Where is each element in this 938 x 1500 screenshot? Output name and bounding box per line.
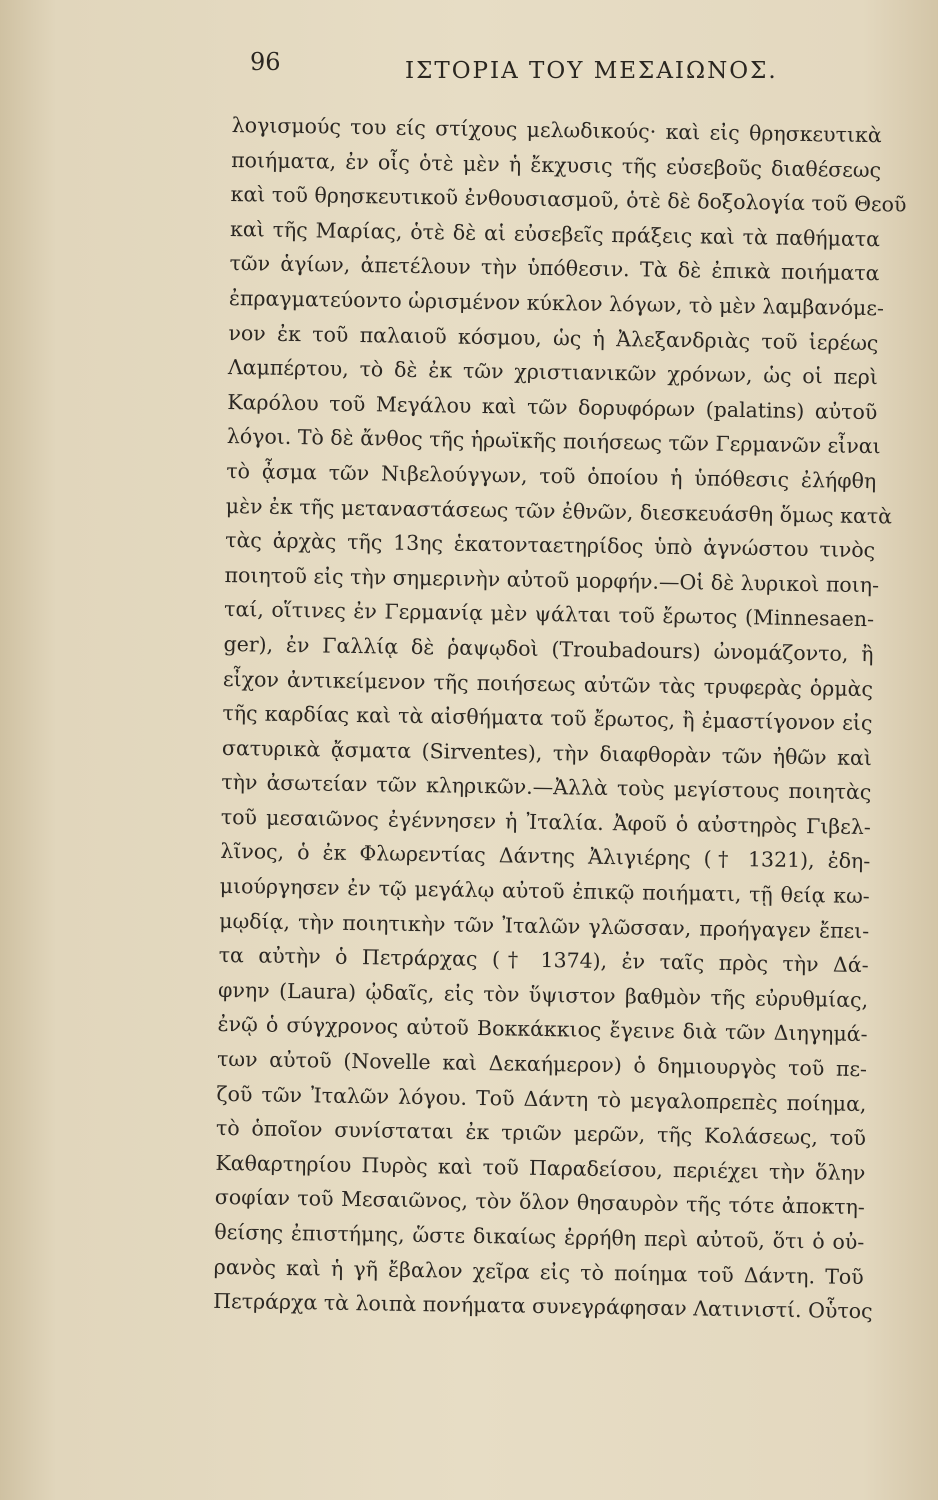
text-line: λῖνος, ὁ ἐκ Φλωρεντίας Δάντης Ἀλιγιέρης († 1321), ἐδη-	[220, 839, 871, 874]
text-line: τῆς καρδίας καὶ τὰ αἰσθήματα τοῦ ἔρωτος, ἢ ἐμαστίγονον εἰς	[222, 701, 873, 736]
text-line: ἐνῷ ὁ σύγχρονος αὐτοῦ Βοκκάκκιος ἔγεινε διὰ τῶν Διηγημά-	[217, 1012, 868, 1047]
text-line: ρανὸς καὶ ἡ γῆ ἔβαλον χεῖρα εἰς τὸ ποίημα τοῦ Δάντη. Τοῦ	[213, 1254, 864, 1289]
text-line: φνην (Laura) ᾠδαῖς, εἰς τὸν ὕψιστον βαθμὸν τῆς εὐρυθμίας,	[217, 977, 869, 1012]
text-line: ger), ἐν Γαλλίᾳ δὲ ῥαψῳδοὶ (Troubadours) ὠνομάζοντο, ἢ	[223, 631, 874, 667]
text-line: σατυρικὰ ᾄσματα (Sirventes), τὴν διαφθορὰν τῶν ἠθῶν καὶ	[221, 735, 873, 770]
text-line: Καθαρτηρίου Πυρὸς καὶ τοῦ Παραδείσου, περιέχει τὴν ὅλην	[215, 1150, 866, 1185]
text-line: τα αὐτὴν ὁ Πετράρχας († 1374), ἐν ταῖς πρὸς τὴν Δά-	[218, 943, 869, 978]
text-line: τὸ ὁποῖον συνίσταται ἐκ τριῶν μερῶν, τῆς Κολάσεως, τοῦ	[215, 1116, 867, 1151]
text-line: ποιήματα, ἐν οἷς ὁτὲ μὲν ἡ ἔκχυσις τῆς εὐσεβοῦς διαθέσεως	[231, 147, 882, 182]
text-line: ἐπραγματεύοντο ὡρισμένον κύκλον λόγων, τὸ μὲν λαμβανόμε-	[228, 285, 885, 321]
text-line: σοφίαν τοῦ Μεσαιῶνος, τὸν ὅλον θησαυρὸν τῆς τότε ἀποκτη-	[214, 1185, 865, 1220]
text-line: Καρόλου τοῦ Μεγάλου καὶ τῶν δορυφόρων (palatins) αὐτοῦ	[227, 389, 878, 424]
text-line: θείσης ἐπιστήμης, ὥστε δικαίως ἐρρήθη περὶ αὐτοῦ, ὅτι ὁ οὐ-	[214, 1219, 865, 1255]
text-line: ποιητοῦ εἰς τὴν σημερινὴν αὐτοῦ μορφήν.—Οἱ δὲ λυρικοὶ ποιη-	[224, 562, 880, 597]
text-line: τῶν ἁγίων, ἀπετέλουν τὴν ὑπόθεσιν. Τὰ δὲ ἐπικὰ ποιήματα	[229, 251, 880, 286]
page-number: 96	[250, 48, 281, 76]
text-line: τοῦ μεσαιῶνος ἐγέννησεν ἡ Ἰταλία. Ἀφοῦ ὁ αὐστηρὸς Γιβελ-	[220, 804, 871, 839]
text-line: ταί, οἵτινες ἐν Γερμανίᾳ μὲν ψάλται τοῦ ἔρωτος (Minnesaen-	[223, 597, 875, 632]
body-text	[213, 108, 907, 1329]
text-line: τὴν ἀσωτείαν τῶν κληρικῶν.—Ἀλλὰ τοὺς μεγίστους ποιητὰς	[221, 770, 872, 805]
text-line: Λαμπέρτου, τὸ δὲ ἐκ τῶν χριστιανικῶν χρόνων, ὡς οἱ περὶ	[227, 355, 879, 390]
text-line: των αὐτοῦ (Novelle καὶ Δεκαήμερον) ὁ δημιουργὸς τοῦ πε-	[216, 1046, 868, 1082]
text-line: καὶ τῆς Μαρίας, ὁτὲ δὲ αἱ εὐσεβεῖς πράξεις καὶ τὰ παθήματα	[229, 216, 881, 251]
text-line: τὸ ᾆσμα τῶν Νιβελούγγων, τοῦ ὁποίου ἡ ὑπόθεσις ἐλήφθη	[226, 458, 877, 494]
text-line: εἶχον ἀντικείμενον τῆς ποιήσεως αὐτῶν τὰς τρυφερὰς ὁρμὰς	[222, 666, 874, 701]
text-line: τὰς ἀρχὰς τῆς 13ης ἑκατονταετηρίδος ὑπὸ ἀγνώστου τινὸς	[225, 528, 876, 563]
text-line: καὶ τοῦ θρησκευτικοῦ ἐνθουσιασμοῦ, ὁτὲ δὲ δοξολογία τοῦ Θεοῦ	[230, 182, 907, 217]
text-line: λογισμούς του είς στίχους μελωδικούς· καὶ εἰς θρησκευτικὰ	[231, 112, 882, 148]
text-line: λόγοι. Τὸ δὲ ἄνθος τῆς ἡρωϊκῆς ποιήσεως τῶν Γερμανῶν εἶναι	[226, 424, 881, 459]
text-line: μῳδίᾳ, τὴν ποιητικὴν τῶν Ἰταλῶν γλῶσσαν, προήγαγεν ἔπει-	[219, 908, 870, 943]
text-line: ζοῦ τῶν Ἰταλῶν λόγου. Τοῦ Δάντη τὸ μεγαλοπρεπὲς ποίημα,	[216, 1081, 867, 1116]
text-line: μιούργησεν ἐν τῷ μεγάλῳ αὐτοῦ ἐπικῷ ποιήματι, τῇ θείᾳ κω-	[219, 873, 870, 909]
text-line: μὲν ἐκ τῆς μεταναστάσεως τῶν ἐθνῶν, διεσκευάσθη ὅμως κατὰ	[225, 493, 893, 528]
text-line: νον ἐκ τοῦ παλαιοῦ κόσμου, ὡς ἡ Ἀλεξανδριὰς τοῦ ἱερέως	[228, 320, 879, 355]
text-line: Πετράρχα τὰ λοιπὰ πονήματα συνεγράφησαν Λατινιστί. Οὗτος	[213, 1289, 873, 1324]
running-head: ΙΣΤΟΡΙΑ ΤΟΥ ΜΕΣΑΙΩΝΟΣ.	[405, 58, 778, 84]
